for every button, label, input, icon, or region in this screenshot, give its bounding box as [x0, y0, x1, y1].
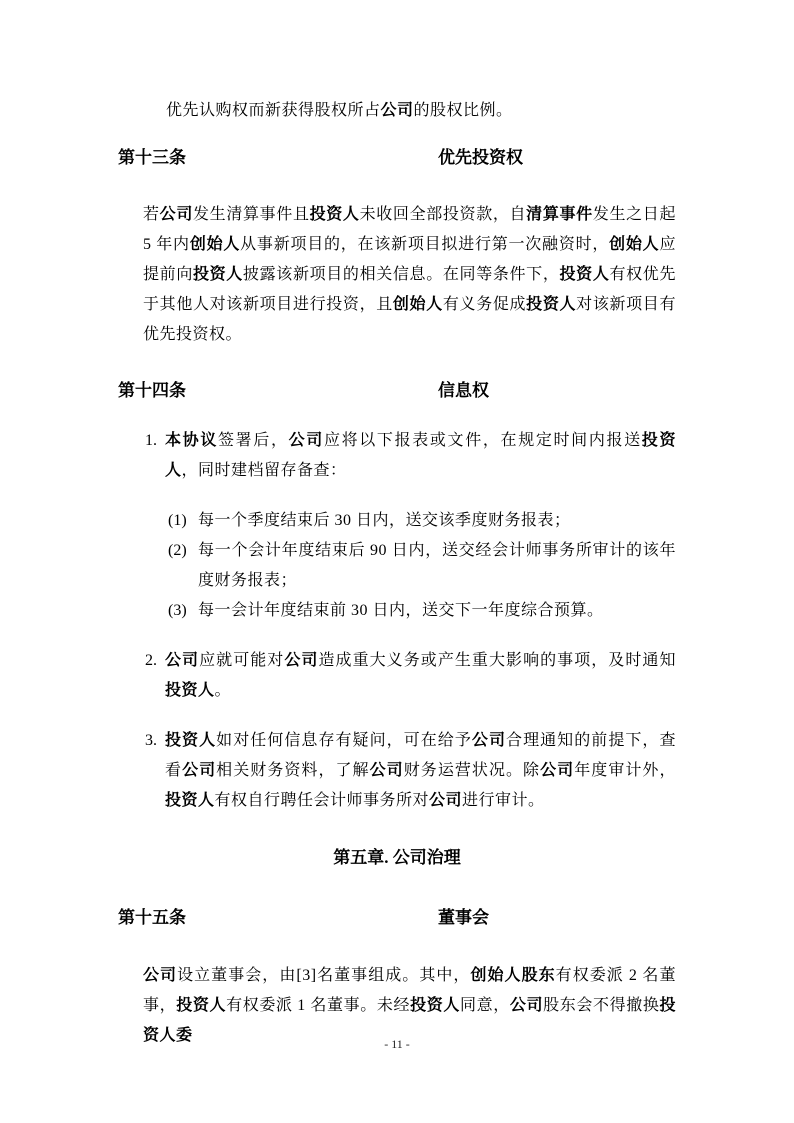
list-item-1-text: 本协议签署后，公司应将以下报表或文件，在规定时间内报送投资人，同时建档留存备查： — [165, 432, 676, 479]
paragraph-article-13: 若公司发生清算事件且投资人未收回全部投资款，自清算事件发生之日起 5 年内创始人从事新项目的，在该新项目拟进行第一次融资时，创始人应提前向投资人披露该新项目的相关信息。在同等条件下，投资人有权优先于其他人对该新项目进行投资，且创始人有义务促成投资人对该新项目有优先投资权。 — [143, 206, 676, 343]
paragraph-article-15: 公司设立董事会，由[3]名董事组成。其中，创始人股东有权委派 2 名董事，投资人有权委派 1 名董事。未经投资人同意，公司股东会不得撤换投资人委 — [143, 967, 676, 1044]
article-13-heading — [118, 143, 676, 173]
sublist-item-2-text: 每一个会计年度结束后 90 日内，送交经会计师事务所审计的该年度财务报表； — [198, 542, 676, 589]
sublist-item-2 — [168, 536, 676, 596]
article-15-heading — [118, 903, 676, 933]
sublist-item-3-number: (3) — [168, 602, 187, 619]
article-15-title: 董事会 — [438, 908, 489, 927]
article-14-title: 信息权 — [438, 381, 489, 400]
sublist-item-1-text: 每一个季度结束后 30 日内，送交该季度财务报表； — [198, 512, 571, 529]
list-item-3 — [145, 726, 676, 816]
article-15-number: 第十五条 — [118, 908, 186, 927]
list-item-2-number: 2. — [145, 652, 157, 669]
sublist-item-1 — [168, 506, 676, 536]
list-item-2 — [145, 646, 676, 706]
sublist-item-2-number: (2) — [168, 542, 187, 559]
sublist-item-1-number: (1) — [168, 512, 187, 529]
page-number: - 11 - — [384, 1037, 410, 1051]
list-item-3-text: 投资人如对任何信息存有疑问，可在给予公司合理通知的前提下，查看公司相关财务资料，了解公司财务运营状况。除公司年度审计外，投资人有权自行聘任会计师事务所对公司进行审计。 — [165, 732, 676, 809]
article-13-number: 第十三条 — [118, 148, 186, 167]
sublist-item-3 — [168, 596, 676, 626]
article-14-number: 第十四条 — [118, 381, 186, 400]
chapter-5-heading: 第五章. 公司治理 — [333, 848, 461, 867]
paragraph-continuation: 优先认购权而新获得股权所占公司的股权比例。 — [166, 102, 513, 119]
list-item-2-text: 公司应就可能对公司造成重大义务或产生重大影响的事项，及时通知投资人。 — [165, 652, 676, 699]
list-item-1 — [145, 426, 676, 486]
article-14-heading — [118, 376, 676, 406]
list-item-1-number: 1. — [145, 432, 157, 449]
article-13-title: 优先投资权 — [438, 148, 523, 167]
sublist-item-3-text: 每一会计年度结束前 30 日内，送交下一年度综合预算。 — [198, 602, 604, 619]
sublist — [118, 506, 676, 626]
list-item-3-number: 3. — [145, 732, 157, 749]
